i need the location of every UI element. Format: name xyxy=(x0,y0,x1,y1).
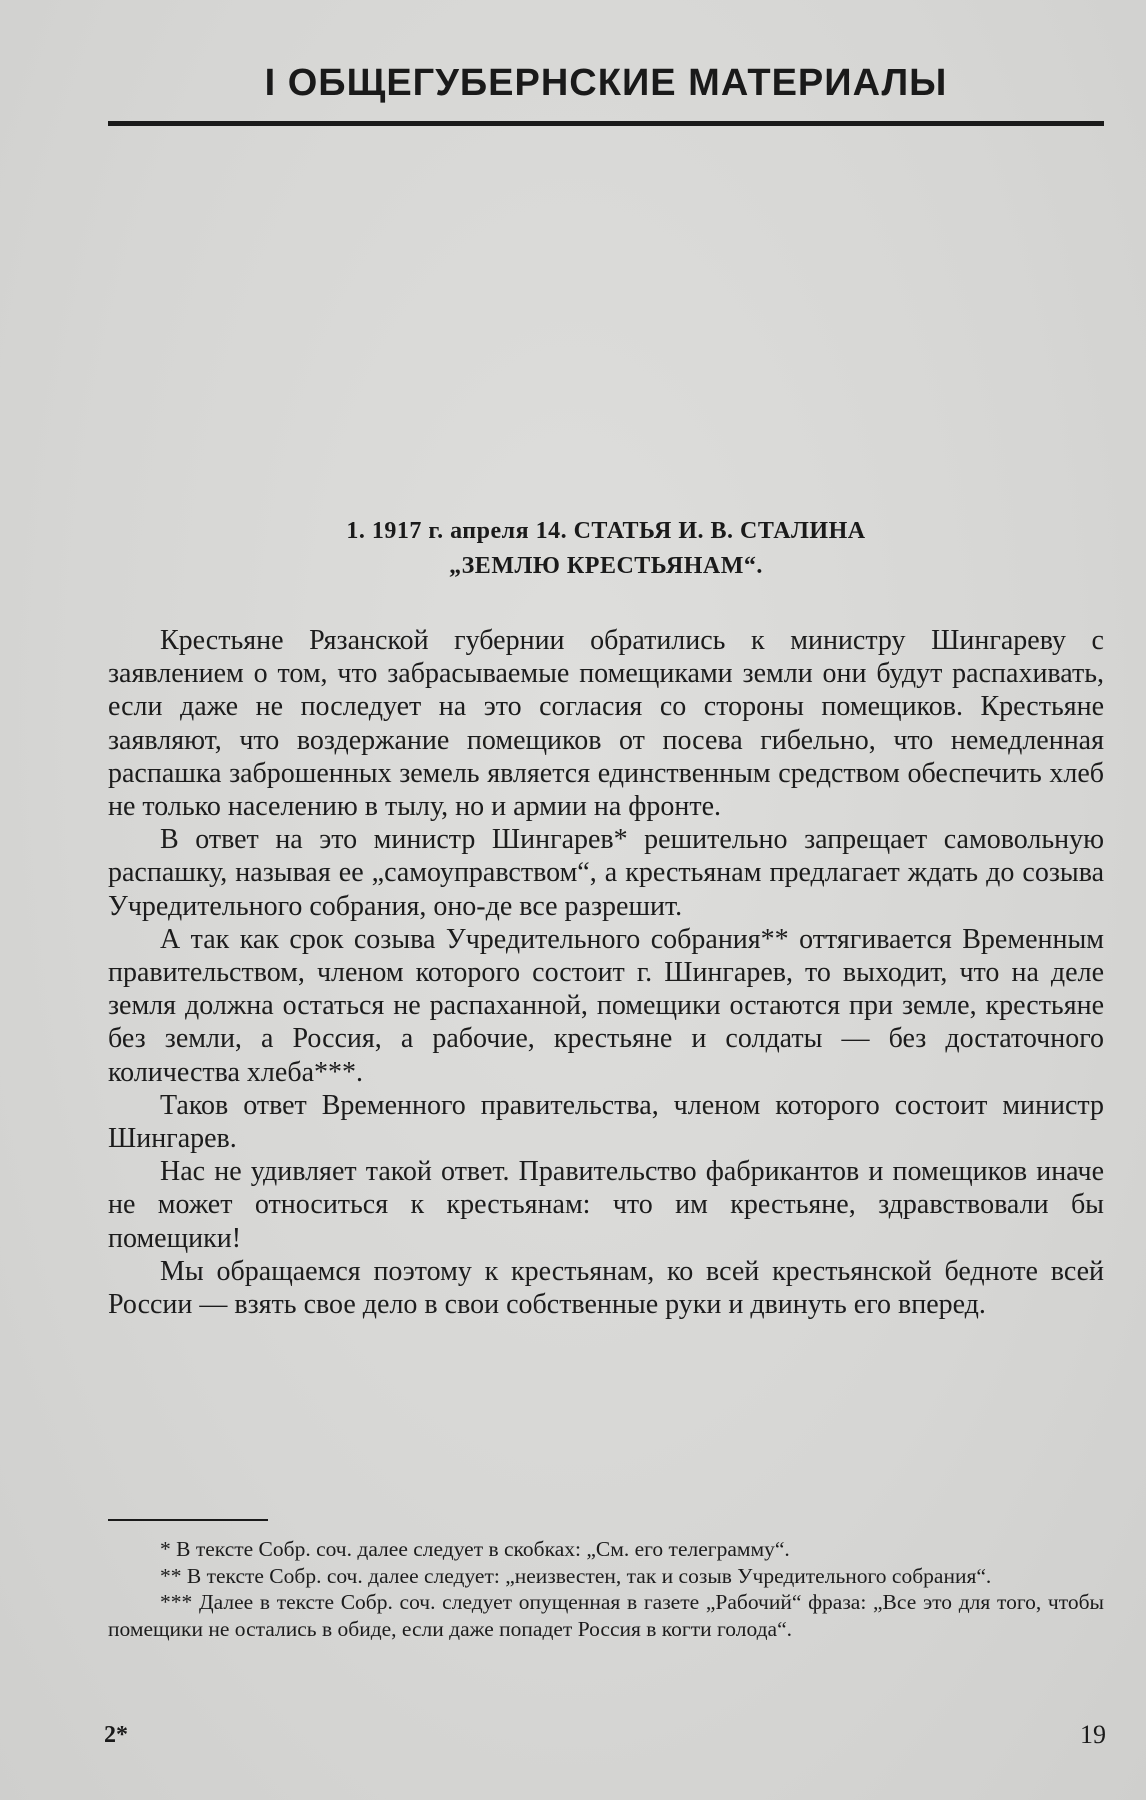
document-heading-line-2: „ЗЕМЛЮ КРЕСТЬЯНАМ“. xyxy=(449,553,763,579)
signature-mark: 2* xyxy=(104,1722,128,1748)
paragraph: Мы обращаемся поэтому к крестьянам, ко всей крестьянской бедноте всей России — взять свое дело в свои собственные руки и двинуть его вперед. xyxy=(108,1255,1104,1321)
section-title: I ОБЩЕГУБЕРНСКИЕ МАТЕРИАЛЫ xyxy=(264,62,948,104)
footnote: * В тексте Собр. соч. далее следует в скобках: „См. его телеграмму“. xyxy=(160,1537,790,1561)
page-number: 19 xyxy=(1080,1720,1106,1749)
paragraph: Крестьяне Рязанской губернии обратились к министру Шингареву с заявлением о том, что забрасываемые помещиками земли они будут распахивать, если даже не последует на это согласия со стороны помещиков. Крестьяне заявляют, что воздержание помещиков от посева гибельно, что немедленная распашка заброшенных земель является единственным средством обеспечить хлеб не только населению в тылу, но и армии на фронте. xyxy=(108,625,1104,823)
footnote: *** Далее в тексте Собр. соч. следует опущенная в газете „Рабочий“ фраза: „Все это для того, чтобы помещики не остались в обиде, если даже попадет Россия в когти голода“. xyxy=(108,1590,1104,1641)
document-heading-line-1: 1. 1917 г. апреля 14. СТАТЬЯ И. В. СТАЛИНА xyxy=(346,518,866,544)
footnotes xyxy=(108,1536,1104,1642)
footnote: ** В тексте Собр. соч. далее следует: „неизвестен, так и созыв Учредительного собрания“. xyxy=(160,1563,992,1588)
paragraph: В ответ на это министр Шингарев* решительно запрещает самовольную распашку, называя ее „самоуправством“, а крестьянам предлагает ждать до созыва Учредительного собрания, оно-де все разрешит. xyxy=(108,824,1104,922)
title-rule xyxy=(108,121,1104,126)
paragraph: Нас не удивляет такой ответ. Правительство фабрикантов и помещиков иначе не может относиться к крестьянам: что им крестьяне, здравствовали бы помещики! xyxy=(108,1156,1104,1254)
article-body xyxy=(108,624,1104,1321)
paragraph: А так как срок созыва Учредительного собрания** оттягивается Временным правительством, членом которого состоит г. Шингарев, то выходит, что на деле земля должна остаться не распаханной, помещики остаются при земле, крестьяне без земли, а Россия, а рабочие, крестьяне и солдаты — без достаточного количества хлеба***. xyxy=(108,923,1104,1088)
paragraph: Таков ответ Временного правительства, членом которого состоит министр Шингарев. xyxy=(108,1089,1104,1155)
footnote-rule xyxy=(108,1519,268,1521)
document-heading xyxy=(108,514,1104,584)
